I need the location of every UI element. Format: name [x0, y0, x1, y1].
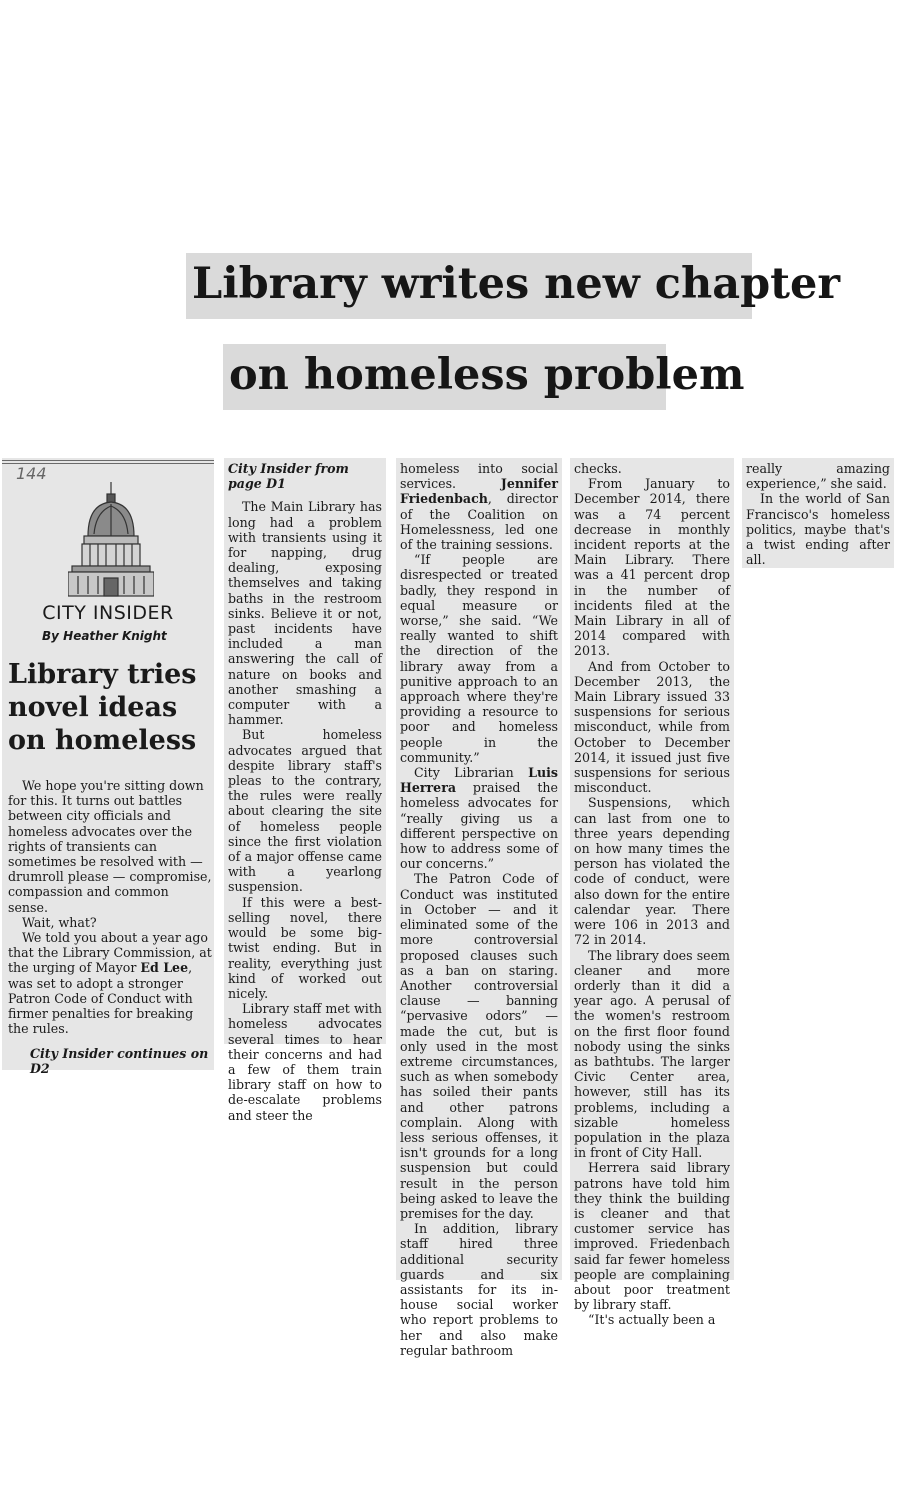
- sidebar-headline-line: novel ideas: [8, 692, 178, 723]
- headline-line-1: Library writes new chapter: [186, 253, 752, 319]
- jump-line: City Insider continues on D2: [30, 1046, 209, 1076]
- paragraph: And from October to December 2013, the Main Library issued 33 suspensions for serious misconduct, while from October to December 2014, it issued just five suspensions for serious misconduct.: [574, 658, 730, 796]
- article-column-1: [224, 458, 386, 1123]
- paragraph: Herrera said library patrons have told him they think the building is cleaner and that customer service has improved. Friedenbach said far fewer homeless people are complaining about poor treatment by library staff.: [574, 1160, 730, 1313]
- paragraph: But homeless advocates argued that despite library staff's pleas to the contrary, the rules were really about clearing the site of homeless people since the first violation of a major offense came with a yearlong suspension.: [228, 727, 382, 895]
- paragraph: City Librarian Luis Herrera praised the homeless advocates for “really giving us a different perspective on how to address some of our concerns.”: [400, 765, 558, 872]
- handwritten-page-note: 144: [16, 464, 47, 483]
- paragraph: Library staff met with homeless advocates several times to hear their concerns and had a few of them train library staff on how to de-escalate problems and steer the: [228, 1001, 382, 1123]
- section-name: CITY INSIDER: [42, 602, 174, 624]
- folio-line: City Insider from page D1: [228, 461, 349, 492]
- paragraph: We told you about a year ago that the Library Commission, at the urging of Mayor Ed Lee, was set to adopt a stronger Patron Code of Conduct with firmer penalties for breaking the rules.: [8, 930, 212, 1037]
- paragraph: If this were a best-selling novel, there would be some big-twist ending. But in reality, everything just kind of worked out nicely.: [228, 894, 382, 1001]
- city-insider-sidebar: [2, 458, 214, 1076]
- paragraph: The library does seem cleaner and more orderly than it did a year ago. A perusal of the women's restroom on the first floor found nobody using the sinks as bathtubs. The larger Civic Center area, however, still has its problems, including a sizable homeless population in the plaza in front of City Hall.: [574, 947, 730, 1161]
- paragraph: homeless into social services. Jennifer Friedenbach, director of the Coalition on Homelessness, led one of the training sessions.: [400, 461, 558, 553]
- sidebar-headline-line: Library tries: [8, 659, 197, 690]
- paragraph: From January to December 2014, there was a 74 percent decrease in monthly incident reports at the Main Library. There was a 41 percent drop in the number of incidents filed at the Main Library in all of 2014 compared with 2013.: [574, 476, 730, 659]
- paragraph: The Main Library has long had a problem with transients using it for napping, drug dealing, exposing themselves and taking baths in the restroom sinks. Believe it or not, past incidents have included a man answering the call of nature on books and another smashing a computer with a hammer.: [228, 499, 382, 728]
- top-rule: [2, 460, 214, 461]
- paragraph: In addition, library staff hired three additional security guards and six assistants for its in-house social worker who report problems to her and also make regular bathroom: [400, 1221, 558, 1358]
- sidebar-headline: [8, 658, 212, 757]
- paragraph: The Patron Code of Conduct was instituted in October — and it eliminated some of the more controversial proposed clauses such as a ban on staring. Another controversial clause — banning “pervasive odors” — made the cut, but is only used in the most extreme circumstances, such as when somebody has soiled their pants and other patrons complain. Along with less serious offenses, it isn't grounds for a long suspension but could result in the person being asked to leave the premises for the day.: [400, 871, 558, 1221]
- article-column-4: [742, 458, 894, 568]
- paragraph: checks.: [574, 461, 622, 476]
- paragraph: really amazing experience,” she said.: [746, 461, 890, 492]
- headline-line-2: on homeless problem: [223, 344, 666, 410]
- paragraph: Suspensions, which can last from one to three years depending on how many times the person has violated the code of conduct, were also down for the entire calendar year. There were 106 in 2013 and 72 in 2014.: [574, 795, 730, 948]
- article-column-2: [396, 458, 562, 1358]
- city-hall-dome-icon: [68, 480, 154, 600]
- sidebar-body: [8, 778, 212, 1036]
- byline: By Heather Knight: [42, 629, 167, 643]
- paragraph: We hope you're sitting down for this. It turns out battles between city officials and homeless advocates over the rights of transients can sometimes be resolved with — drumroll please — compromise, compassion and common sense.: [8, 778, 212, 915]
- paragraph: “If people are disrespected or treated badly, they respond in equal measure or worse,” she said. “We really wanted to shift the direction of the library away from a punitive approach to an approach where they're providing a resource to poor and homeless people in the community.”: [400, 552, 558, 765]
- sidebar-headline-line: on homeless: [8, 725, 197, 756]
- paragraph: In the world of San Francisco's homeless politics, maybe that's a twist ending after all.: [746, 491, 890, 568]
- article-column-3: [570, 458, 734, 1328]
- paragraph: “It's actually been a: [588, 1312, 716, 1328]
- paragraph: Wait, what?: [22, 914, 97, 930]
